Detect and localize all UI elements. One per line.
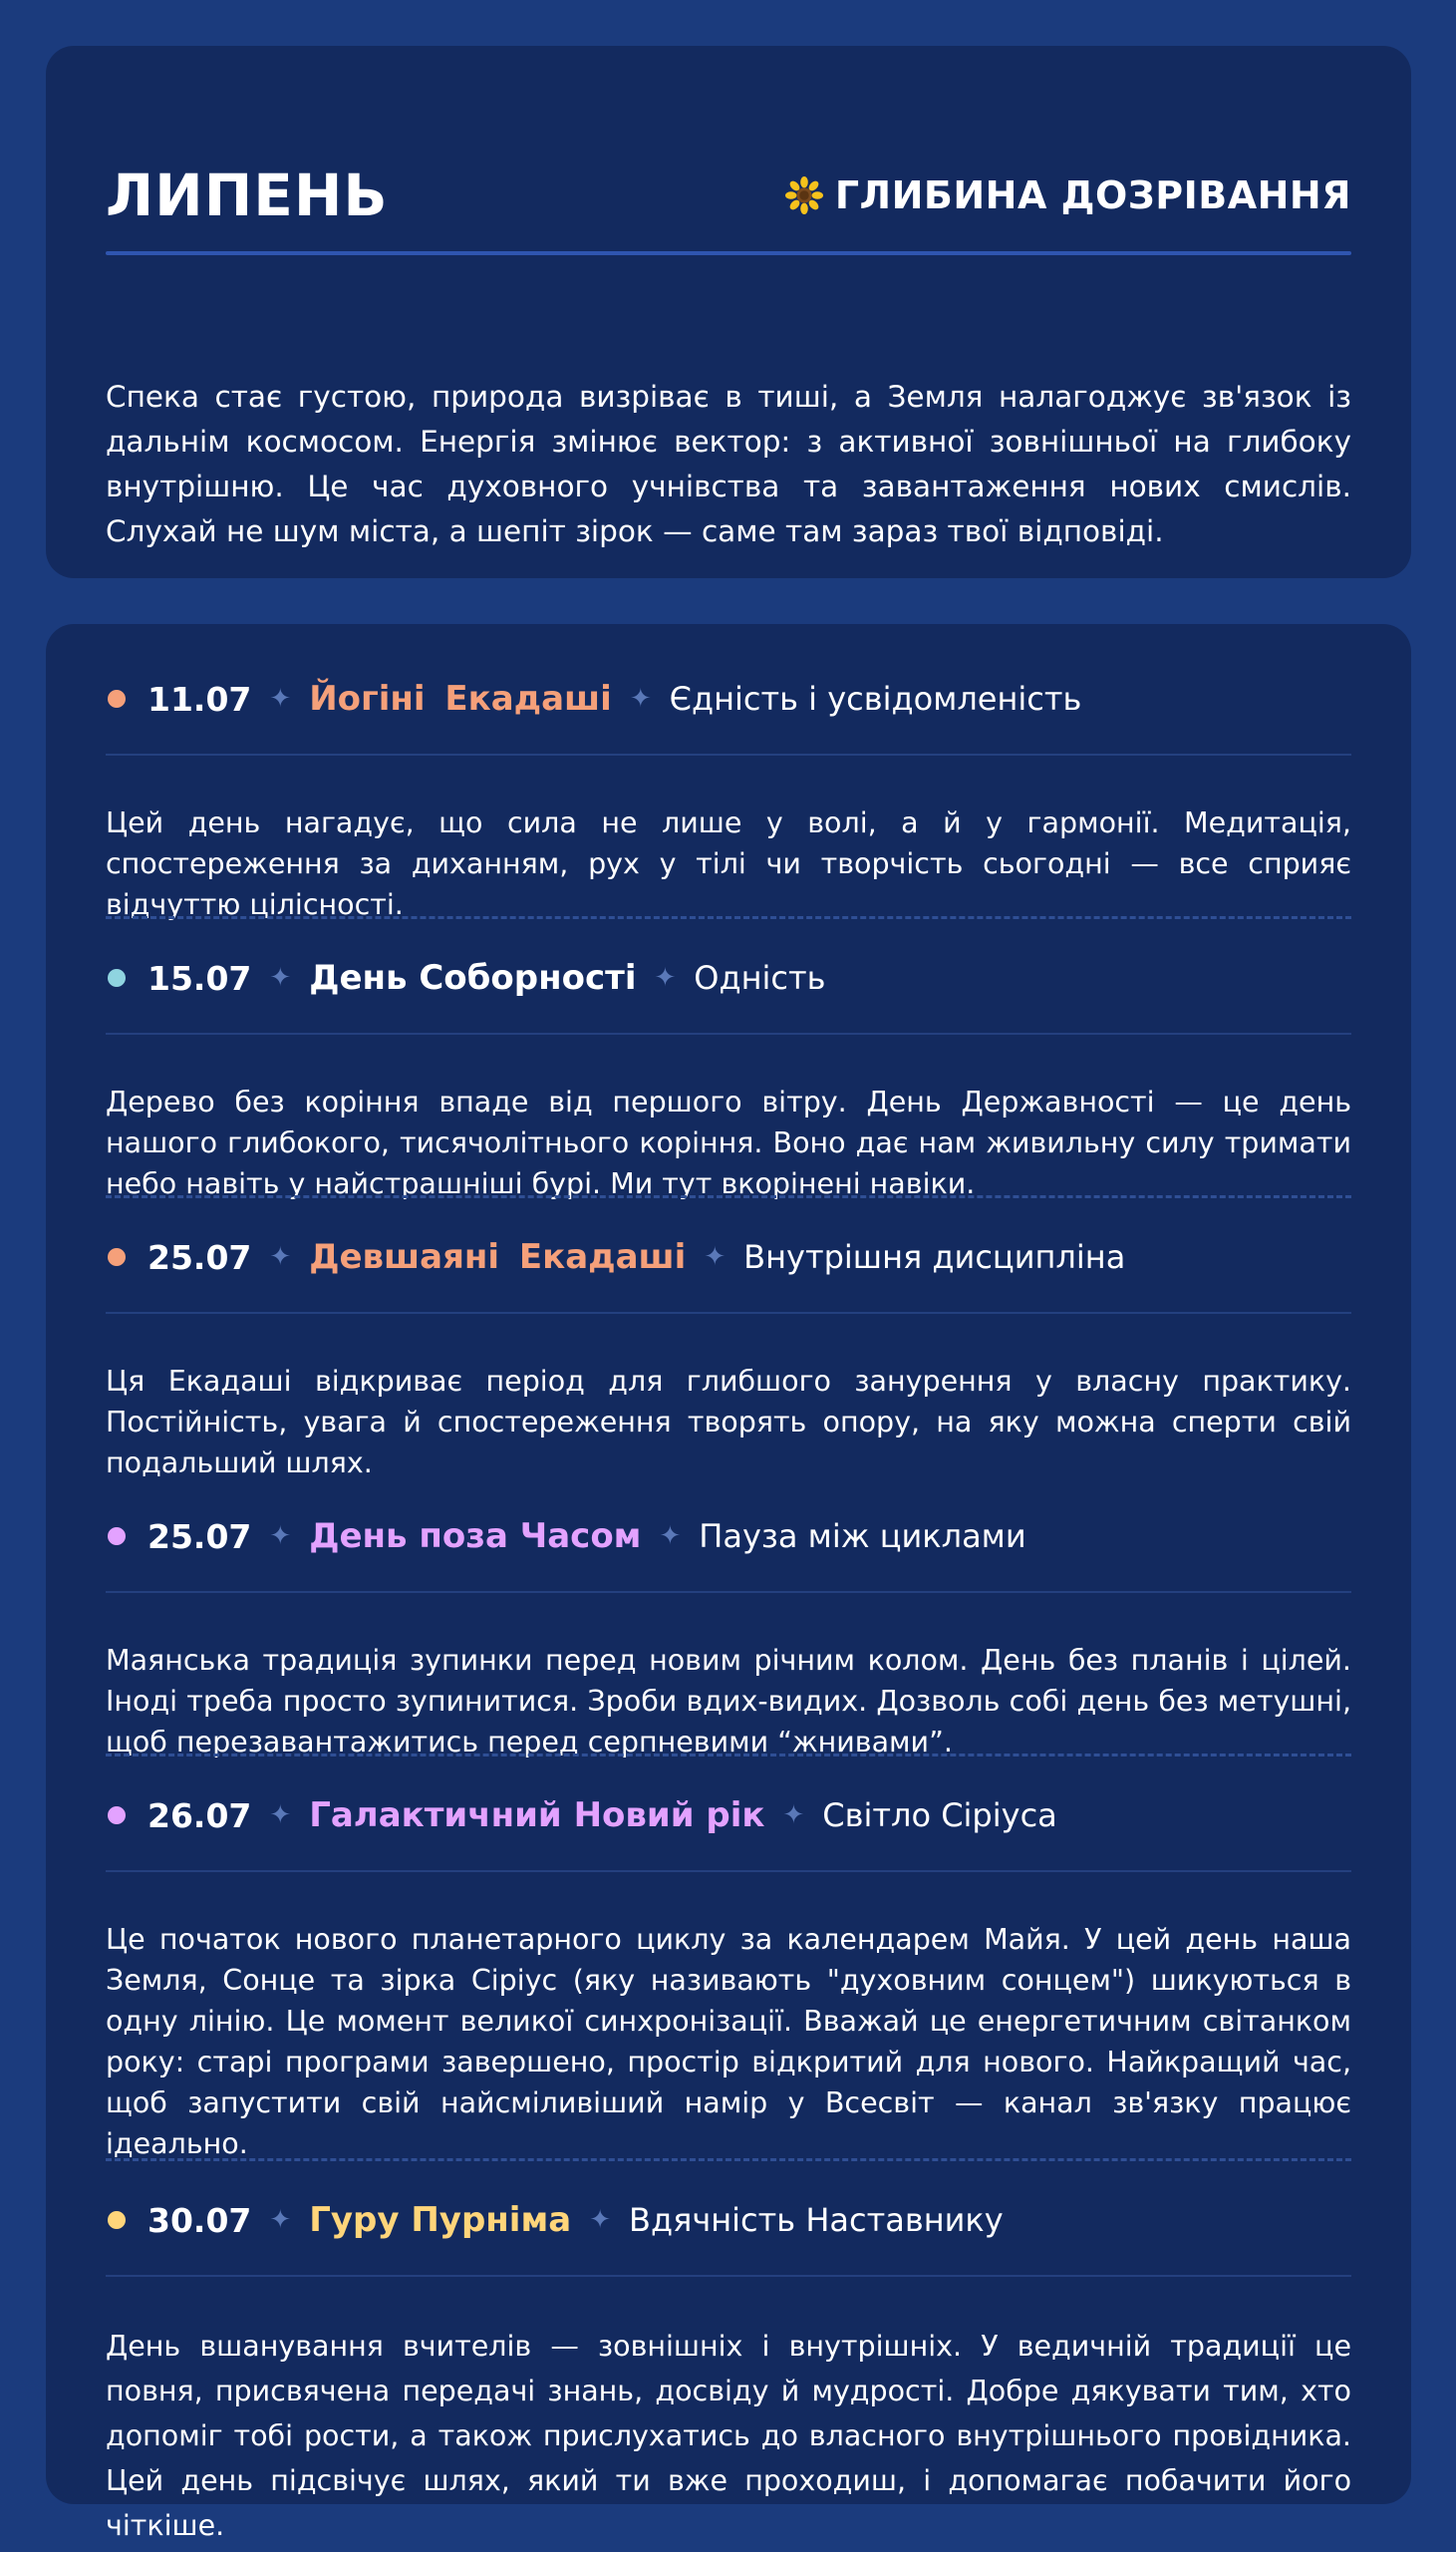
event-dot <box>108 969 126 987</box>
event-title: День поза Часом <box>309 1516 642 1556</box>
event-dot <box>108 1248 126 1266</box>
intro-text: Спека стає густою, природа визріває в тиші, а Земля налагоджує зв'язок із дальнім космосом. Енергія змінює вектор: з активної зовнішньої на глибоку внутрішню. Це час духовного учнівства та завантаження нових смислів. Слухай не шум міста, а шепіт зірок — саме там зараз твої відповіді. <box>106 379 1351 548</box>
sparkle-icon: ✦ <box>269 963 292 993</box>
header-card <box>46 46 1411 578</box>
event-divider <box>106 1591 1351 1593</box>
event-date: 30.07 <box>147 2200 252 2240</box>
event-dot <box>108 1806 126 1824</box>
event-divider <box>106 754 1351 756</box>
dashed-separator <box>106 2158 1351 2161</box>
event-date: 26.07 <box>147 1795 252 1835</box>
event-subtitle: Єдність і усвідомленість <box>669 680 1082 718</box>
events-card <box>46 624 1411 2542</box>
event-title: Галактичний Новий рік <box>309 1795 765 1835</box>
sparkle-icon: ✦ <box>269 1242 292 1272</box>
event-header <box>106 664 1351 734</box>
sparkle-icon: ✦ <box>659 1521 682 1551</box>
sparkle-icon: ✦ <box>654 963 677 993</box>
month-title: ЛИПЕНЬ <box>106 161 389 229</box>
event-dot <box>108 2211 126 2229</box>
sparkle-icon: ✦ <box>704 1242 727 1272</box>
event-date: 25.07 <box>147 1237 252 1277</box>
event-description: Це початок нового планетарного циклу за календарем Майя. У цей день наша Земля, Сонце та зірка Сіріус (яку називають "духовним сонцем") шикуються в одну лінію. Це момент великої синхронізації. Вважай це енергетичним світанком року: старі програми завершено, простір відкритий для нового. Найкращий час, щоб запустити свій найсміливіший намір у Всесвіт — канал зв'язку працює ідеально. <box>106 1922 1351 2160</box>
sparkle-icon: ✦ <box>269 684 292 714</box>
sparkle-icon: ✦ <box>269 1521 292 1551</box>
event-divider <box>106 1312 1351 1314</box>
sparkle-icon: ✦ <box>782 1800 805 1830</box>
event-description: Цей день нагадує, що сила не лише у волі, а й у гармонії. Медитація, спостереження за диханням, рух у тілі чи творчість сьогодні — все сприяє відчуттю цілісності. <box>106 805 1351 921</box>
theme-heading <box>785 173 1351 217</box>
event-divider <box>106 2275 1351 2277</box>
sparkle-icon: ✦ <box>589 2205 611 2235</box>
event-subtitle: Вдячність Наставнику <box>629 2201 1004 2239</box>
event-header <box>106 1222 1351 1292</box>
event-description: День вшанування вчителів — зовнішніх і внутрішніх. У ведичній традиції це повня, присвячена передачі знань, досвіду й мудрості. Добре дякувати тим, хто допоміг тобі рости, а також прислухатись до власного внутрішнього провідника. Цей день підсвічує шлях, який ти вже проходиш, і допомагає побачити його чіткіше. <box>106 2329 1351 2542</box>
sparkle-icon: ✦ <box>269 1800 292 1830</box>
sparkle-icon: ✦ <box>629 684 652 714</box>
event-dot <box>108 690 126 708</box>
event-description: Маянська традиція зупинки перед новим річним колом. День без планів і цілей. Іноді треба просто зупинитися. Зроби вдих-видих. Дозволь собі день без метушні, щоб перезавантажитись перед серпневими “жнивами”. <box>106 1643 1351 1758</box>
header-divider <box>106 251 1351 255</box>
event-date: 15.07 <box>147 958 252 998</box>
event-subtitle: Одність <box>694 959 826 997</box>
dashed-separator <box>106 1195 1351 1198</box>
event-divider <box>106 1870 1351 1872</box>
event-title: День Соборності <box>309 958 637 998</box>
sparkle-icon: ✦ <box>269 2205 292 2235</box>
event-header <box>106 1501 1351 1571</box>
sunflower-icon <box>785 176 823 214</box>
event-title: Гуру Пурніма <box>309 2200 572 2240</box>
event-subtitle: Світло Сіріуса <box>822 1796 1057 1834</box>
theme-label: ГЛИБИНА ДОЗРІВАННЯ <box>834 173 1351 217</box>
event-title: Девшаяні Екадаші <box>309 1237 687 1277</box>
event-header <box>106 943 1351 1013</box>
event-header <box>106 2185 1351 2255</box>
event-dot <box>108 1527 126 1545</box>
event-date: 11.07 <box>147 679 252 719</box>
event-description: Ця Екадаші відкриває період для глибшого занурення у власну практику. Постійність, увага й спостереження творять опору, на яку можна сперти свій подальший шлях. <box>106 1364 1351 1479</box>
event-title: Йогіні Екадаші <box>309 679 612 719</box>
dashed-separator <box>106 1754 1351 1756</box>
event-subtitle: Пауза між циклами <box>699 1517 1026 1555</box>
event-description: Дерево без коріння впаде від першого вітру. День Державності — це день нашого глибокого, тисячолітнього коріння. Воно дає нам живильну силу тримати небо навіть у найстрашніші бурі. Ми тут вкорінені навіки. <box>106 1085 1351 1200</box>
event-date: 25.07 <box>147 1516 252 1556</box>
event-header <box>106 1780 1351 1850</box>
header-row <box>106 151 1351 240</box>
dashed-separator <box>106 916 1351 919</box>
event-subtitle: Внутрішня дисципліна <box>743 1238 1126 1276</box>
event-divider <box>106 1033 1351 1035</box>
